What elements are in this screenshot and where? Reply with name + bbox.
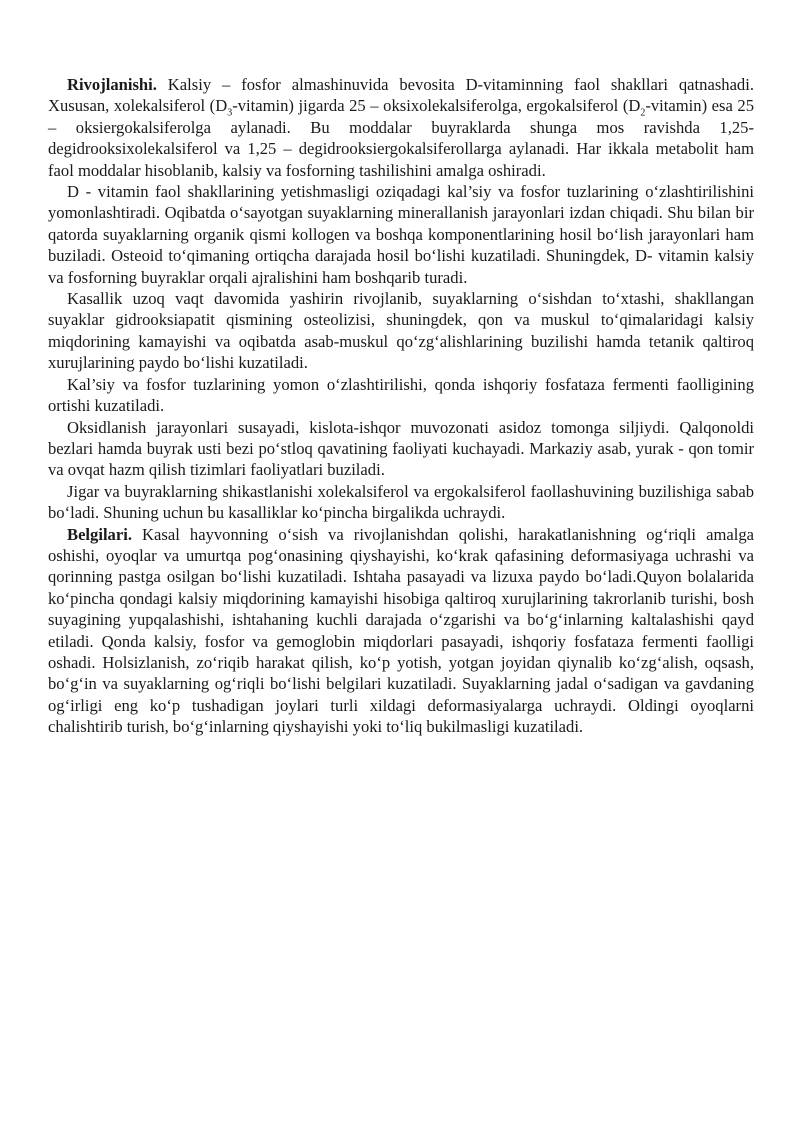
paragraph-vitamin-d-deficiency: D - vitamin faol shakllarining yetishmasligi oziqadagi kal’siy va fosfor tuzlarining o‘zlashtirilishini yomonlashtiradi. Oqibatda o‘sayotgan suyaklarning minerallanish jarayonlari izdan chiqadi. Shu bilan bir qatorda suyaklarning organik qismi kollogen va boshqa komponentlarining hosil bo‘lish jarayonlari ham buziladi. Osteoid to‘qimaning ortiqcha darajada hosil bo‘lishi kuzatiladi. Shuningdek, D- vitamin kalsiy va fosforning buyraklar orqali ajralishini ham boshqarib turadi. xyxy=(48,182,754,287)
paragraph-symptoms xyxy=(48,524,754,738)
paragraph-text: Kasal hayvonning o‘sish va rivojlanishdan qolishi, harakatlanishning og‘riqli amalga oshishi, oyoqlar va umurtqa pog‘onasining qiyshayishi, ko‘krak qafasining deformasiyaga uchrashi va qorinning pastga osilgan bo‘lishi kuzatiladi. Ishtaha pasayadi va lizuxa paydo bo‘ladi.Quyon bolalarida ko‘pincha qondagi kalsiy miqdorining kamayishi hisobiga qaltiroq xurujlarining takrorlanib turishi, bosh suyagining yupqalashishi, ishtahaning kuchli darajada o‘zgarishi va bo‘g‘inlarning kaltalashishi qayd etiladi. Qonda kalsiy, fosfor va gemoglobin miqdorlari pasayadi, ishqoriy fosfataza fermenti faolligi oshadi. Holsizlanish, zo‘riqib harakat qilish, ko‘p yotish, yotgan joyidan qiynalib ko‘zg‘alish, oqsash, bo‘g‘in va suyaklarning og‘riqli bo‘lishi belgilari kuzatiladi. Suyaklarning jadal o‘sadigan va gavdaning og‘irligi eng ko‘p tushadigan joylari turli xildagi deformasiyalarga uchraydi. Oldingi oyoqlarni chalishtirib turish, bo‘g‘inlarning qiyshayishi yoki to‘liq bukilmasligi kuzatiladi. xyxy=(48,524,754,737)
paragraph-oxidation: Oksidlanish jarayonlari susayadi, kislota-ishqor muvozonati asidoz tomonga siljiydi. Qalqonoldi bezlari hamda buyrak usti bezi po‘stloq qavatining faoliyati kuchayadi. Markaziy asab, yurak - qon tomir va ovqat hazm qilish tizimlari faoliyatlari buziladi. xyxy=(48,417,754,480)
paragraph-text: -vitamin) esa 25 – oksiergokalsiferolga aylanadi. Bu moddalar buyraklarda shunga mos ravishda 1,25-degidrooksixolekalsiferol va 1,25 – degidrooksiergokalsiferollarga aylanadi. Har ikkala metabolit ham faol moddalar hisoblanib, kalsiy va fosforning tashilishini amalga oshiradi. xyxy=(48,96,755,180)
paragraph-development xyxy=(48,74,754,181)
paragraph-text: -vitamin) jigarda 25 – oksixolekalsiferolga, ergokalsiferol (D xyxy=(232,96,641,116)
section-heading-symptoms: Belgilari. xyxy=(67,524,132,544)
paragraph-text: Kalsiy – fosfor almashinuvida bevosita D-vitaminning faol shakllari qatnashadi. Xususan, xolekalsiferol (D xyxy=(48,75,754,116)
subscript: 3 xyxy=(227,107,233,119)
document-page xyxy=(48,74,754,738)
section-heading-development: Rivojlanishi. xyxy=(67,75,157,94)
paragraph-salt-absorption: Kal’siy va fosfor tuzlarining yomon o‘zlashtirilishi, qonda ishqoriy fosfataza fermenti faolligining ortishi kuzatiladi. xyxy=(48,374,754,416)
paragraph-disease-course: Kasallik uzoq vaqt davomida yashirin rivojlanib, suyaklarning o‘sishdan to‘xtashi, shakllangan suyaklar gidrooksiapatit qismining osteolizisi, shuningdek, qon va muskul to‘qimalaridagi kalsiy miqdorining kamayishi va oqibatda asab-muskul qo‘zg‘alishlarining buzilishi hamda tetanik qaltiroq xurujlarining paydo bo‘lishi kuzatiladi. xyxy=(48,289,754,373)
paragraph-liver-kidney: Jigar va buyraklarning shikastlanishi xolekalsiferol va ergokalsiferol faollashuvining buzilishiga sabab bo‘ladi. Shuning uchun bu kasalliklar ko‘pincha birgalikda uchraydi. xyxy=(48,481,754,523)
subscript: 2 xyxy=(640,107,646,119)
